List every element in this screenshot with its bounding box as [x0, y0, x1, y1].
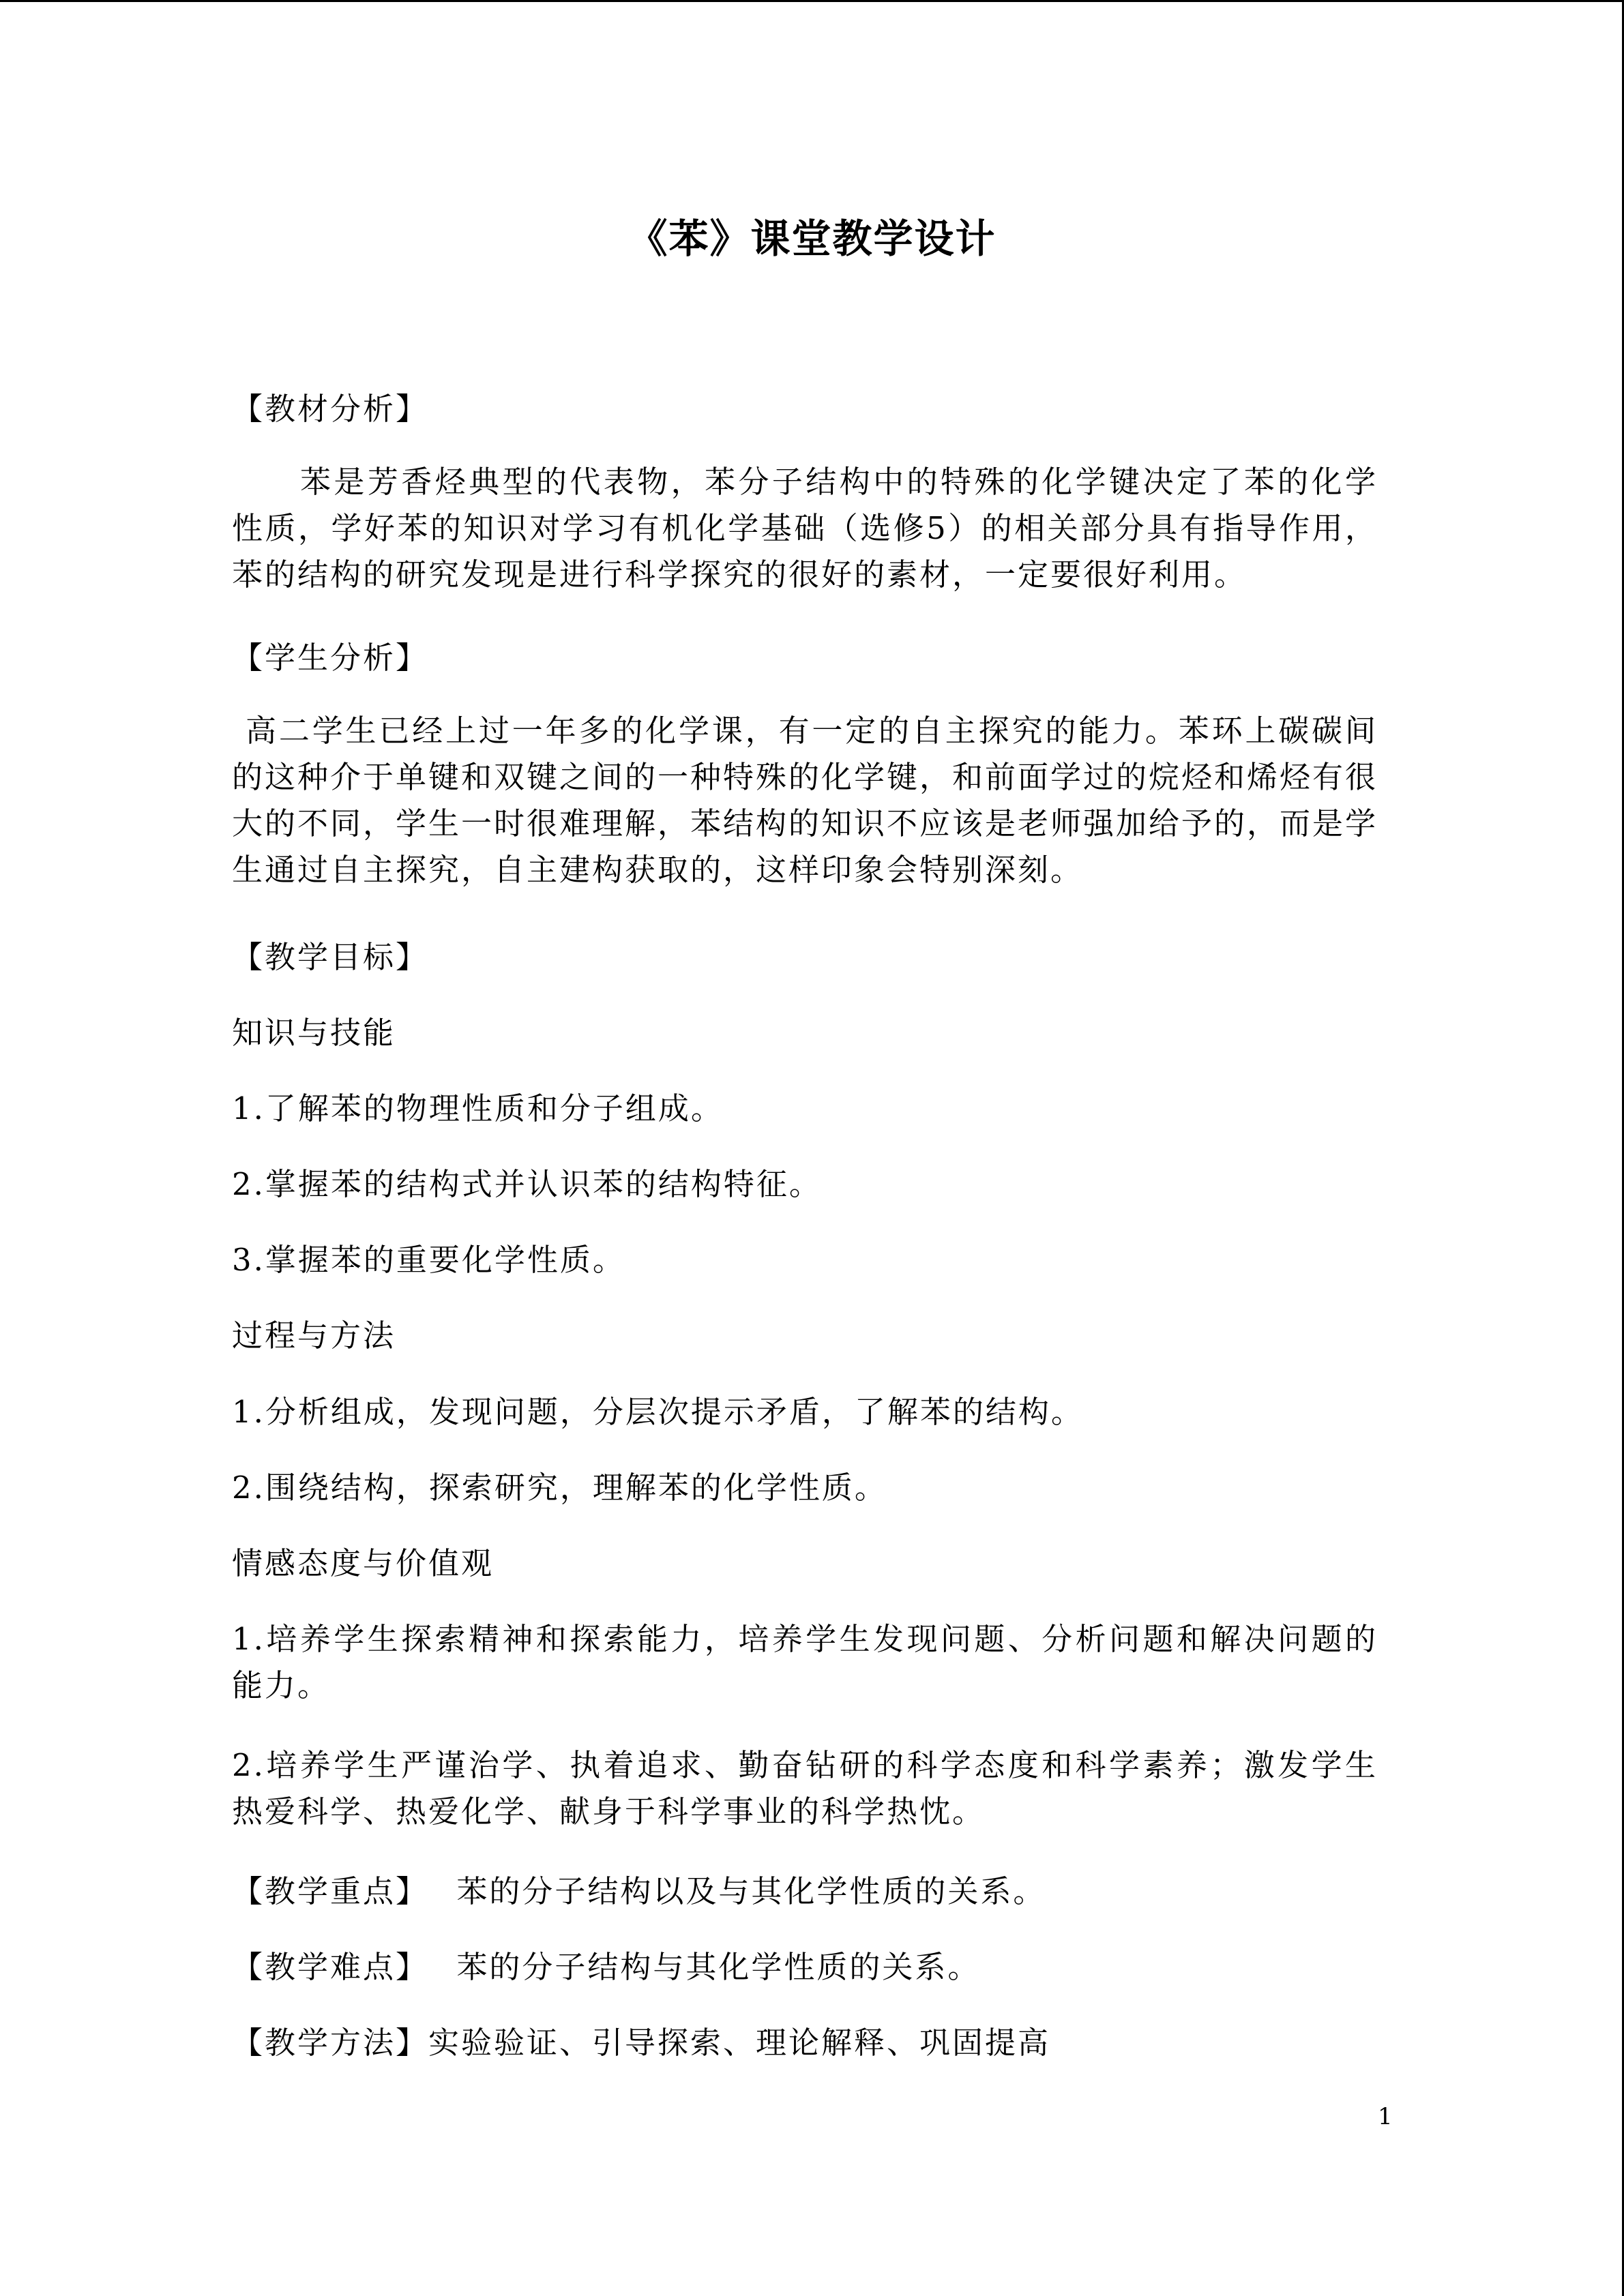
difficulty-label: 【教学难点】 — [232, 1949, 429, 1985]
knowledge-item-2: 2.掌握苯的结构式并认识苯的结构特征。 — [232, 1166, 822, 1202]
process-method-heading: 过程与方法 — [232, 1317, 396, 1354]
key-point-line — [232, 1868, 1378, 1915]
page-border-top — [0, 0, 1624, 2]
emotion-values-heading: 情感态度与价值观 — [232, 1545, 494, 1581]
difficulty-line — [232, 1944, 1378, 1991]
method-label: 【教学方法】 — [232, 2025, 429, 2061]
key-point-label: 【教学重点】 — [232, 1873, 429, 1909]
knowledge-item-3: 3.掌握苯的重要化学性质。 — [232, 1242, 625, 1278]
method-text: 实验验证、引导探索、理论解释、巩固提高 — [428, 2025, 1051, 2061]
process-item-1: 1.分析组成，发现问题，分层次提示矛盾，了解苯的结构。 — [232, 1394, 1084, 1430]
knowledge-item-1: 1.了解苯的物理性质和分子组成。 — [232, 1090, 724, 1127]
knowledge-skills-heading: 知识与技能 — [232, 1015, 396, 1051]
key-point-text: 苯的分子结构以及与其化学性质的关系。 — [456, 1873, 1046, 1909]
student-analysis-heading: 【学生分析】 — [232, 640, 429, 676]
page-number: 1 — [1378, 2103, 1393, 2130]
process-item-2: 2.围绕结构，探索研究，理解苯的化学性质。 — [232, 1470, 887, 1506]
difficulty-text: 苯的分子结构与其化学性质的关系。 — [456, 1949, 981, 1985]
emotion-item-2: 2.培养学生严谨治学、执着追求、勤奋钻研的科学态度和科学素养；激发学生热爱科学、热爱化学、献身于科学事业的科学热忱。 — [232, 1747, 1378, 1830]
method-line — [232, 2020, 1378, 2066]
textbook-analysis-heading: 【教材分析】 — [232, 391, 429, 427]
emotion-item-1: 1.培养学生探索精神和探索能力，培养学生发现问题、分析问题和解决问题的能力。 — [232, 1621, 1378, 1703]
student-analysis-body: 高二学生已经上过一年多的化学课，有一定的自主探究的能力。苯环上碳碳间的这种介于单键和双键之间的一种特殊的化学键，和前面学过的烷烃和烯烃有很大的不同，学生一时很难理解，苯结构的知识不应该是老师强加给予的，而是学生通过自主探究，自主建构获取的，这样印象会特别深刻。 — [232, 713, 1378, 888]
objectives-heading: 【教学目标】 — [232, 939, 429, 975]
document-title: 《苯》课堂教学设计 — [628, 215, 996, 262]
textbook-analysis-body: 苯是芳香烃典型的代表物，苯分子结构中的特殊的化学键决定了苯的化学性质，学好苯的知识对学习有机化学基础（选修5）的相关部分具有指导作用，苯的结构的研究发现是进行科学探究的很好的素材，一定要很好利用。 — [232, 464, 1378, 593]
